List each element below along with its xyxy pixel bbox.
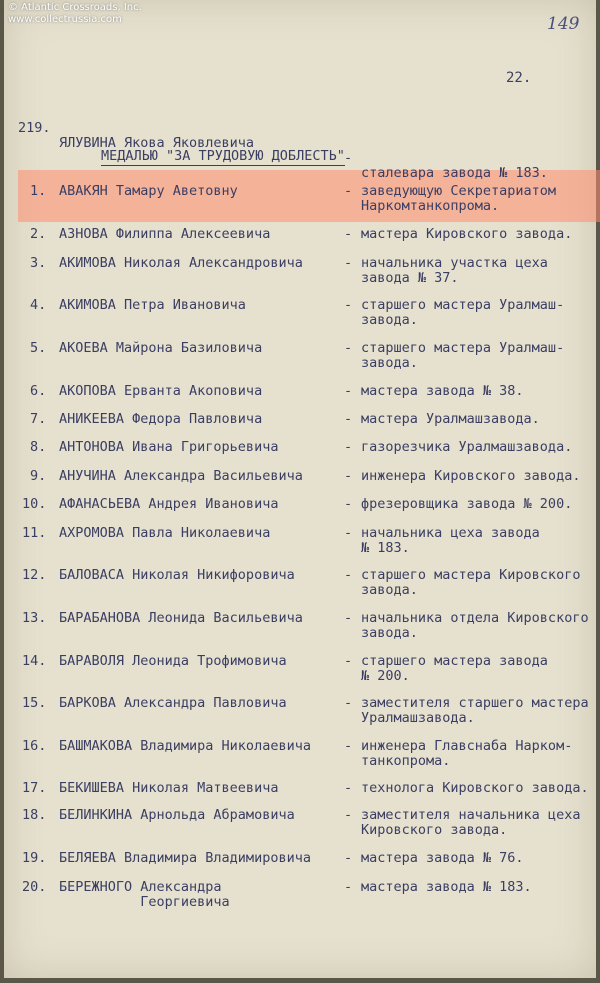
entry-number: 1. — [30, 183, 47, 199]
entry-dash: - — [344, 695, 353, 711]
copyright-watermark — [8, 2, 142, 26]
entry-role: заместителя старшего мастера Уралмашзавода. — [361, 695, 589, 726]
entry-name: АКИМОВА Петра Ивановича — [59, 297, 246, 313]
entry-name: АФАНАСЬЕВА Андрея Ивановича — [59, 496, 279, 512]
entry-dash: - — [344, 807, 353, 823]
entry-role: мастера завода № 76. — [361, 850, 524, 866]
entry-number: 12. — [22, 567, 47, 583]
entry-dash: - — [344, 411, 353, 427]
entry-role: мастера завода № 38. — [361, 383, 524, 399]
entry-name: БАРАВОЛЯ Леонида Трофимовича — [59, 653, 287, 669]
entry-role: мастера Уралмашзавода. — [361, 411, 540, 427]
entry-role: технолога Кировского завода. — [361, 780, 589, 796]
entry-number: 3. — [30, 255, 47, 271]
entry-role: мастера Кировского завода. — [361, 226, 573, 242]
entry-name: БАШМАКОВА Владимира Николаевича — [59, 738, 311, 754]
entry-role: старшего мастера Кировского завода. — [361, 567, 581, 598]
entry-number: 14. — [22, 653, 47, 669]
entry-role: инженера Кировского завода. — [361, 468, 581, 484]
entry-role: старшего мастера Уралмаш- завода. — [361, 297, 565, 328]
entry-name: БАРАБАНОВА Леонида Васильевича — [59, 610, 303, 626]
entry-number: 4. — [30, 297, 47, 313]
entry-dash: - — [344, 525, 353, 541]
entry-dash: - — [344, 150, 353, 166]
entry-role: фрезеровщика завода № 200. — [361, 496, 573, 512]
entry-name: АКОПОВА Ерванта Акоповича — [59, 383, 263, 399]
entry-name: БАЛОВАСА Николая Никифоровича — [59, 567, 295, 583]
entry-number: 18. — [22, 807, 47, 823]
entry-name: БЕРЕЖНОГО Александра Георгиевича — [59, 879, 230, 910]
entry-dash: - — [344, 226, 353, 242]
entry-name: АНИКЕЕВА Федора Павловича — [59, 411, 263, 427]
entry-role: заместителя начальника цеха Кировского завода. — [361, 807, 581, 838]
entry-number: 11. — [22, 525, 47, 541]
entry-number: 20. — [22, 879, 47, 895]
entry-role: сталевара завода № 183. — [361, 165, 548, 181]
entry-number: 219. — [18, 120, 51, 136]
entry-dash: - — [344, 780, 353, 796]
entry-dash: - — [344, 439, 353, 455]
entry-dash: - — [344, 496, 353, 512]
page-number: 22. — [506, 70, 532, 86]
entry-number: 8. — [30, 439, 47, 455]
entry-name: БЕЛИНКИНА Арнольда Абрамовича — [59, 807, 295, 823]
entry-dash: - — [344, 468, 353, 484]
entry-dash: - — [344, 738, 353, 754]
entry-name: АНУЧИНА Александра Васильевича — [59, 468, 303, 484]
entry-name: АЗНОВА Филиппа Алексеевича — [59, 226, 271, 242]
entry-role: начальника отдела Кировского завода. — [361, 610, 589, 641]
entry-dash: - — [344, 340, 353, 356]
entry-number: 19. — [22, 850, 47, 866]
entry-role: старшего мастера завода № 200. — [361, 653, 548, 684]
entry-role: мастера завода № 183. — [361, 879, 532, 895]
entry-number: 9. — [30, 468, 47, 484]
entry-name: АХРОМОВА Павла Николаевича — [59, 525, 271, 541]
entry-name: БЕЛЯЕВА Владимира Владимировича — [59, 850, 311, 866]
entry-dash: - — [344, 183, 353, 199]
entry-name: ЯЛУВИНА Якова Яковлевича — [59, 135, 255, 151]
entry-role: начальника участка цеха завода № 37. — [361, 255, 548, 286]
entry-role: старшего мастера Уралмаш- завода. — [361, 340, 565, 371]
entry-dash: - — [344, 567, 353, 583]
entry-dash: - — [344, 610, 353, 626]
entry-number: 15. — [22, 695, 47, 711]
entry-number: 7. — [30, 411, 47, 427]
entry-name: АКОЕВА Майрона Базиловича — [59, 340, 263, 356]
entry-dash: - — [344, 653, 353, 669]
entry-dash: - — [344, 297, 353, 313]
entry-name: БЕКИШЕВА Николая Матвеевича — [59, 780, 279, 796]
entry-number: 10. — [22, 496, 47, 512]
entry-number: 16. — [22, 738, 47, 754]
entry-dash: - — [344, 255, 353, 271]
entry-role: заведующую Секретариатом Наркомтанкопрома. — [361, 183, 557, 214]
entry-dash: - — [344, 383, 353, 399]
entry-number: 13. — [22, 610, 47, 626]
entry-number: 6. — [30, 383, 47, 399]
entry-number: 2. — [30, 226, 47, 242]
handwritten-folio-number: 149 — [547, 14, 580, 34]
watermark-line-2: www.collectrussia.com — [8, 14, 122, 25]
watermark-line-1: © Atlantic Crossroads, Inc. — [8, 2, 142, 13]
entry-role: инженера Главснаба Нарком- танкопрома. — [361, 738, 573, 769]
entry-name: АКИМОВА Николая Александровича — [59, 255, 303, 271]
entry-name: АНТОНОВА Ивана Григорьевича — [59, 439, 279, 455]
entry-name: АВАКЯН Тамару Аветовну — [59, 183, 238, 199]
entry-dash: - — [344, 879, 353, 895]
entry-number: 17. — [22, 780, 47, 796]
document-page — [4, 0, 596, 978]
entry-role: газорезчика Уралмашзавода. — [361, 439, 573, 455]
entry-number: 5. — [30, 340, 47, 356]
section-heading: МЕДАЛЬЮ "ЗА ТРУДОВУЮ ДОБЛЕСТЬ" — [101, 148, 345, 164]
entry-dash: - — [344, 850, 353, 866]
entry-name: БАРКОВА Александра Павловича — [59, 695, 287, 711]
entry-role: начальника цеха завода № 183. — [361, 525, 540, 556]
